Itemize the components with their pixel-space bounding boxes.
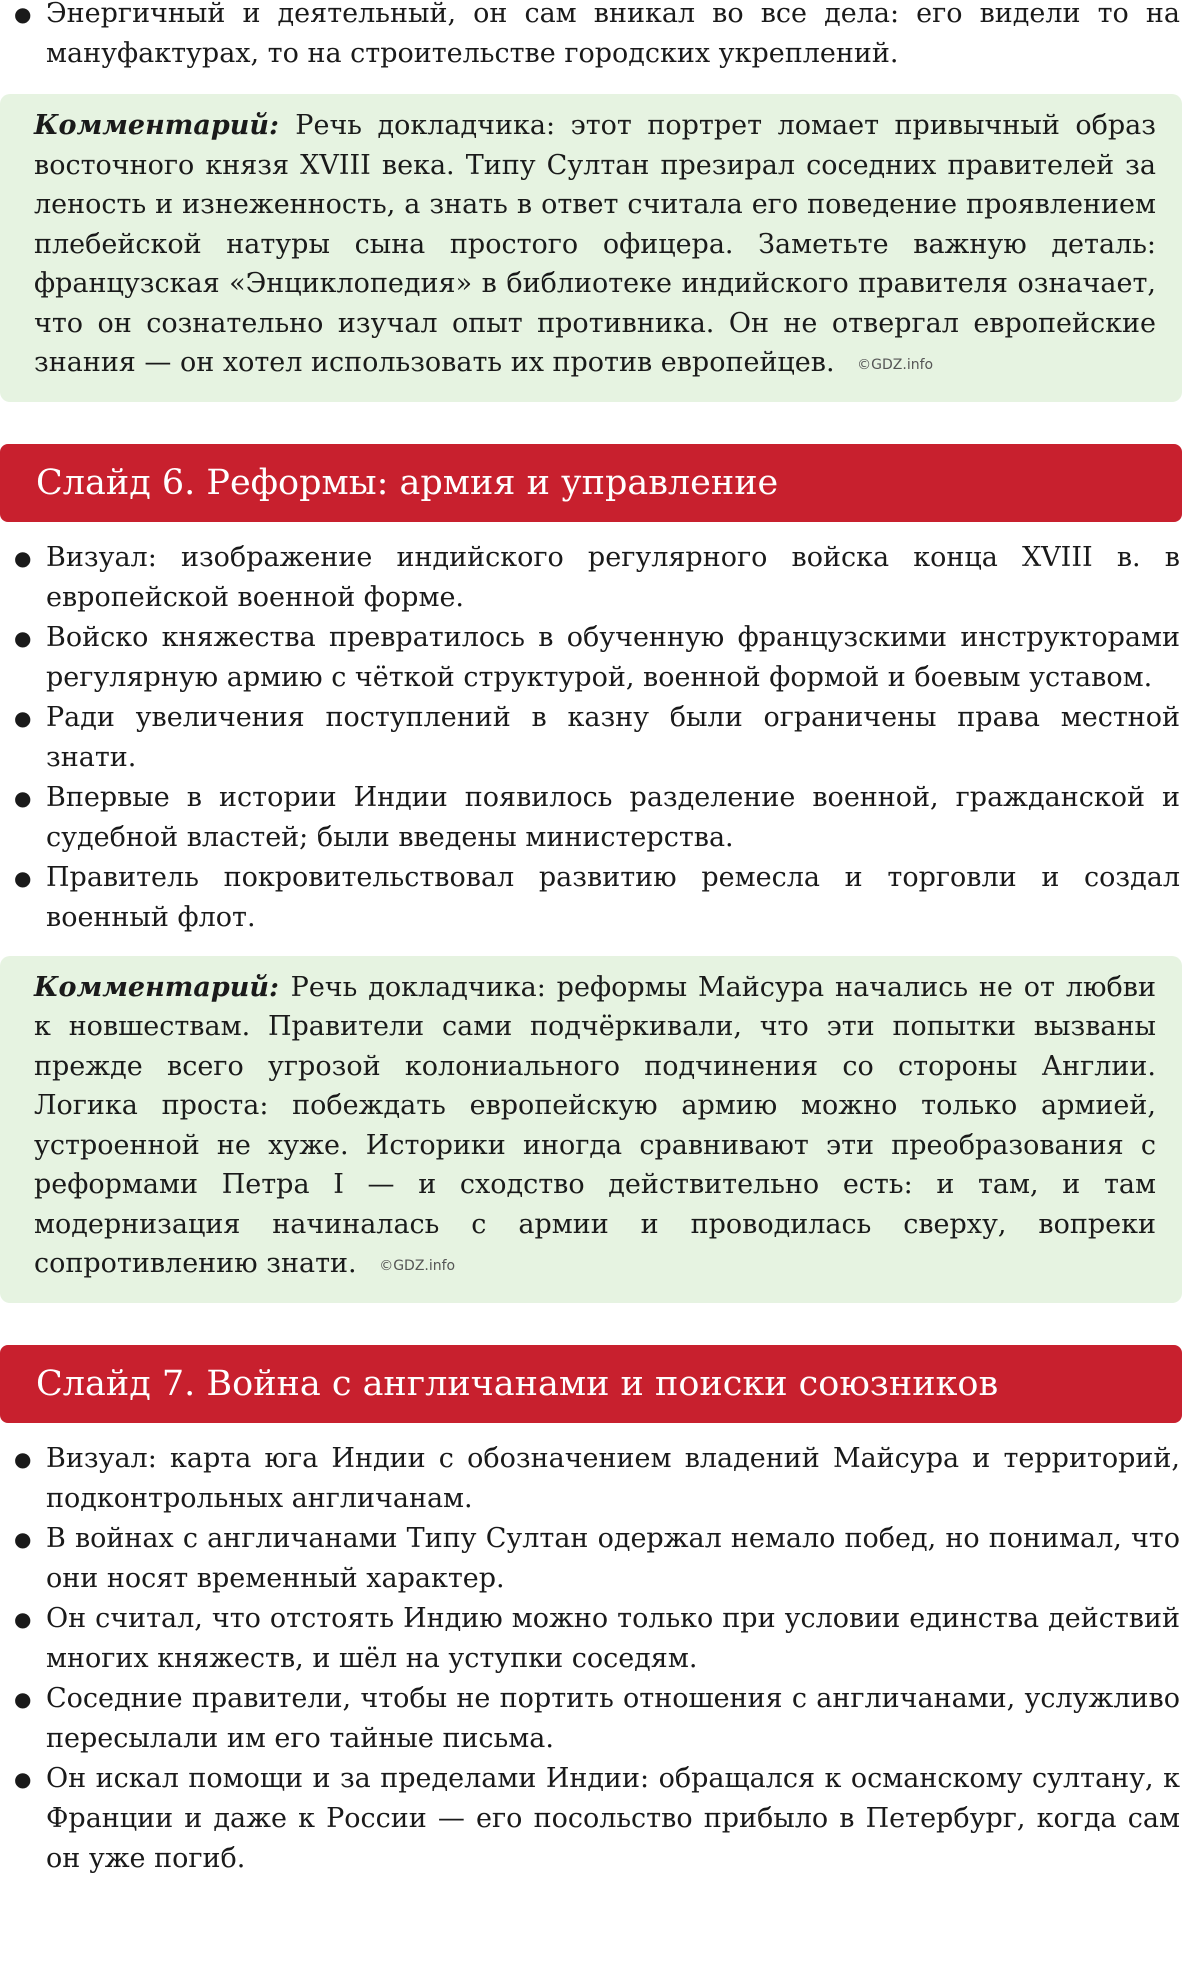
top-bullet-section [12, 0, 1180, 74]
slide-7-bullet-list [12, 1439, 1180, 1879]
slide-7-bullets [12, 1439, 1180, 1879]
list-item: ● Визуал: изображение индийского регулярного войска конца XVIII в. в европейской военной форме. [12, 538, 1180, 618]
list-item: ● Энергичный и деятельный, он сам вникал во все дела: его видели то на мануфактурах, то на строительстве городских укреплений. [12, 0, 1180, 74]
list-item: ● Он искал помощи и за пределами Индии: обращался к османскому султану, к Франции и даже к России — его посольство прибыло в Петербург, когда сам он уже погиб. [12, 1759, 1180, 1879]
comment-box-1 [0, 94, 1182, 402]
watermark-text: ©GDZ.info [857, 357, 934, 373]
slide-6-bullet-list [12, 538, 1180, 938]
list-item: ● Войско княжества превратилось в обученную французскими инструкторами регулярную армию с чёткой структурой, военной формой и боевым уставом. [12, 618, 1180, 698]
slide-6-header: Слайд 6. Реформы: армия и управление [0, 444, 1182, 522]
comment-text: Речь докладчика: реформы Майсура начались не от любви к новшествам. Правители сами подчёркивали, что эти попытки вызваны прежде всего угрозой колониального подчинения со стороны Англии. Логика проста: побеждать европейскую армию можно только армией, устроенной не хуже. Историки иногда сравнивают эти преобразования с реформами Петра I — и сходство действительно есть: и там, и там модернизация начиналась с армии и проводилась сверху, вопреки сопротивлению знати. [34, 971, 1156, 1279]
slide-7-header: Слайд 7. Война с англичанами и поиски союзников [0, 1345, 1182, 1423]
top-bullet-list [12, 0, 1180, 74]
list-item: ● Правитель покровительствовал развитию ремесла и торговли и создал военный флот. [12, 858, 1180, 938]
list-item: ● Впервые в истории Индии появилось разделение военной, гражданской и судебной властей; были введены министерства. [12, 778, 1180, 858]
list-item: ● Он считал, что отстоять Индию можно только при условии единства действий многих княжеств, и шёл на уступки соседям. [12, 1599, 1180, 1679]
list-item: ● Визуал: карта юга Индии с обозначением владений Майсура и территорий, подконтрольных англичанам. [12, 1439, 1180, 1519]
comment-label: Комментарий: [34, 971, 291, 1003]
slide-6-bullets [12, 538, 1180, 938]
list-item: ● Соседние правители, чтобы не портить отношения с англичанами, услужливо пересылали им его тайные письма. [12, 1679, 1180, 1759]
list-item: ● Ради увеличения поступлений в казну были ограничены права местной знати. [12, 698, 1180, 778]
comment-label: Комментарий: [34, 110, 296, 141]
watermark-text: ©GDZ.info [379, 1258, 456, 1274]
comment-text: Речь докладчика: этот портрет ломает привычный образ восточного князя XVIII века. Типу Султан презирал соседних правителей за леность и изнеженность, а знать в ответ считала его поведение проявлением плебейской натуры сына простого офицера. Заметьте важную деталь: французская «Энциклопедия» в библиотеке индийского правителя означает, что он сознательно изучал опыт противника. Он не отвергал европейские знания — он хотел использовать их против европейцев. [34, 110, 1156, 378]
list-item: ● В войнах с англичанами Типу Султан одержал немало побед, но понимал, что они носят временный характер. [12, 1519, 1180, 1599]
comment-box-2 [0, 956, 1182, 1303]
